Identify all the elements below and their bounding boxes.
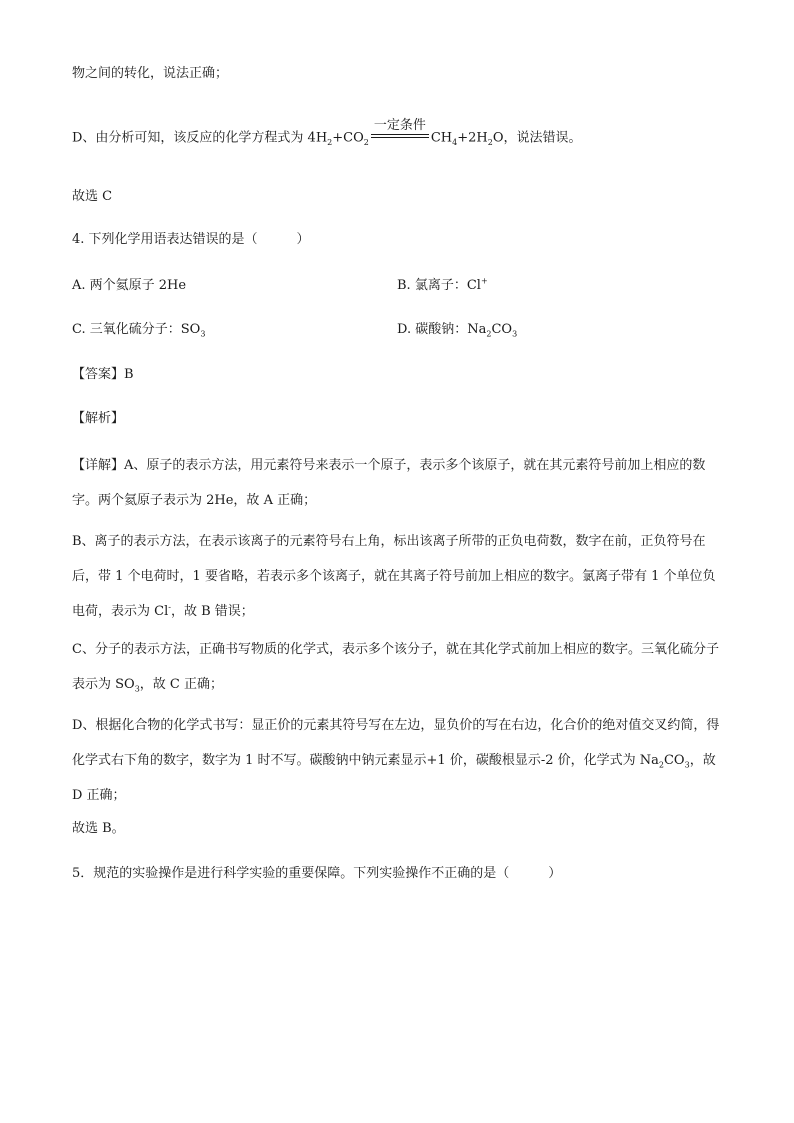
- equals-bar-top: [371, 134, 429, 135]
- subscript: 2: [486, 329, 492, 339]
- subscript: 2: [363, 138, 369, 148]
- detail-paragraph-c: [72, 632, 722, 702]
- detail-paragraph-b: [72, 524, 722, 629]
- text-segment: CH: [430, 130, 453, 146]
- reaction-condition-label: 一定条件: [373, 118, 426, 133]
- q4-option-b: [397, 276, 488, 296]
- text-segment: +CO: [332, 130, 364, 146]
- text-segment: +2H: [457, 130, 488, 146]
- text-line-conversion: 物之间的转化，说法正确；: [72, 66, 229, 81]
- question-4-stem: 4. 下列化学用语表达错误的是（ ）: [72, 232, 310, 247]
- q4-option-c: [72, 320, 205, 340]
- text-segment: D、根据化合物的化学式书写：显正价的元素其符号写在左边，显负价的写在右边，化合价的绝对值交叉约简，得化学式右下角的数字，数字为 1 时不写。碳酸钠中钠元素显示+1 价，碳酸根显示-2 价，化学式为 Na: [72, 718, 720, 768]
- answer-label: 【答案】B: [72, 367, 134, 382]
- text-segment: CO: [663, 753, 685, 768]
- detail-paragraph-a: 【详解】A、原子的表示方法，用元素符号来表示一个原子，表示多个该原子，就在其元素符号前加上相应的数字。两个氦原子表示为 2He，故 A 正确；: [72, 458, 706, 508]
- analysis-label: 【解析】: [72, 411, 125, 426]
- select-c-line: 故选 C: [72, 189, 113, 204]
- text-segment: ，故 D 正确；: [72, 753, 716, 803]
- text-segment: D、由分析可知，该反应的化学方程式为 4H: [72, 130, 328, 146]
- q4-option-a: A. 两个氦原子 2He: [72, 278, 187, 293]
- text-segment: D. 碳酸钠：Na: [397, 322, 487, 337]
- text-segment: C、分子的表示方法，正确书写物质的化学式，表示多个该分子，就在其化学式前加上相应的数字。三氧化硫分子表示为 SO: [72, 642, 719, 692]
- text-segment: C. 三氧化硫分子：SO: [72, 322, 201, 337]
- question-5-stem: 5．规范的实验操作是进行科学实验的重要保障。下列实验操作不正确的是（ ）: [72, 866, 562, 881]
- text-segment: B. 氯离子：Cl: [397, 278, 481, 293]
- superscript: +: [480, 276, 488, 286]
- text-segment: CO: [491, 322, 513, 337]
- subscript: 2: [487, 138, 493, 148]
- detail-paragraph-d: [72, 708, 722, 813]
- subscript: 4: [452, 138, 458, 148]
- option-d-explanation: [72, 118, 582, 149]
- q4-option-d: [397, 320, 517, 340]
- text-segment: ，故 B 错误；: [170, 604, 254, 619]
- reaction-condition-arrow: [371, 118, 429, 148]
- subscript: 2: [327, 138, 333, 148]
- text-segment: O，说法错误。: [492, 130, 582, 146]
- subscript: 3: [512, 329, 518, 339]
- subscript: 3: [684, 760, 690, 770]
- subscript: 3: [200, 329, 206, 339]
- select-b-line: 故选 B。: [72, 821, 125, 836]
- text-segment: ，故 C 正确；: [139, 677, 224, 692]
- subscript: 3: [134, 684, 140, 694]
- equals-bar-bottom: [371, 137, 429, 138]
- superscript: -: [168, 602, 171, 612]
- subscript: 2: [658, 760, 664, 770]
- text-segment: B、离子的表示方法，在表示该离子的元素符号右上角，标出该离子所带的正负电荷数，数字在前，正负符号在后，带 1 个电荷时，1 要省略，若表示多个该离子，就在其离子符号前加上相应的数字。氯离子带有 1 个单位负电荷，表示为 Cl: [72, 534, 716, 619]
